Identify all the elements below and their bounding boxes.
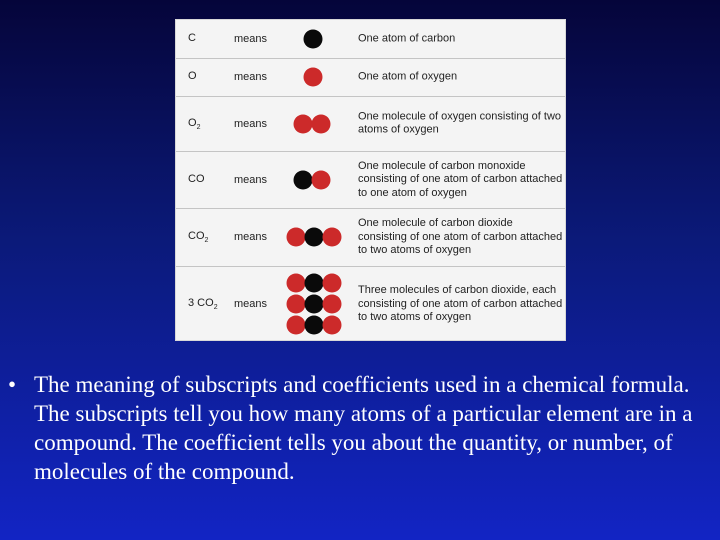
formula-label: $CO_2$ bbox=[188, 229, 209, 245]
formula-label: C bbox=[188, 31, 196, 44]
formula-label: 3 $CO_2$ bbox=[188, 296, 218, 312]
carbon-atom bbox=[304, 30, 323, 49]
row-description: One atom of carbon bbox=[358, 32, 456, 45]
carbon-atom bbox=[305, 316, 324, 335]
bullet-text: The meaning of subscripts and coefficients used in a chemical formula. The subscripts tell you how many atoms of a particular element are in a compound. The coefficient tells you about the quantity, or number, of molecules of the compound. bbox=[34, 372, 693, 484]
row-description: Three molecules of carbon dioxide, each consisting of one atom of carbon attached to two atoms of oxygen bbox=[358, 283, 563, 323]
figure-row-o bbox=[176, 58, 565, 97]
oxygen-atom bbox=[294, 114, 313, 133]
bullet-marker: • bbox=[8, 372, 17, 397]
oxygen-atom bbox=[323, 228, 342, 247]
means-label: means bbox=[234, 117, 268, 130]
formula-figure bbox=[175, 19, 566, 341]
formula-label: O bbox=[188, 69, 197, 82]
oxygen-atom bbox=[312, 170, 331, 189]
means-label: means bbox=[234, 231, 268, 243]
three-carbon-dioxide-diagram bbox=[282, 272, 354, 336]
oxygen-atom bbox=[304, 68, 323, 87]
oxygen-atom bbox=[287, 274, 306, 293]
carbon-atom bbox=[305, 274, 324, 293]
oxygen-atom bbox=[312, 114, 331, 133]
oxygen-atom-diagram bbox=[282, 66, 354, 88]
carbon-atom bbox=[305, 228, 324, 247]
oxygen-atom bbox=[323, 274, 342, 293]
means-label: means bbox=[234, 71, 268, 83]
row-description: One molecule of carbon monoxide consisting of one atom of carbon attached to one atom of oxygen bbox=[358, 159, 563, 199]
oxygen-atom bbox=[287, 295, 306, 314]
figure-row-3co2 bbox=[176, 266, 565, 342]
row-description: One atom of oxygen bbox=[358, 70, 458, 83]
means-label: means bbox=[234, 173, 268, 186]
figure-row-co2 bbox=[176, 208, 565, 267]
oxygen-atom bbox=[323, 316, 342, 335]
row-description: One molecule of oxygen consisting of two atoms of oxygen bbox=[358, 110, 562, 136]
carbon-atom-diagram bbox=[282, 28, 354, 50]
oxygen-atom bbox=[323, 295, 342, 314]
row-description: One molecule of carbon dioxide consisting of one atom of carbon attached to two atoms of oxygen bbox=[358, 216, 563, 256]
figure-row-co bbox=[176, 151, 565, 209]
formula-label: $O_2$ bbox=[188, 116, 201, 131]
oxygen-atom bbox=[287, 228, 306, 247]
means-label: means bbox=[234, 298, 268, 310]
figure-row-c bbox=[176, 20, 565, 59]
carbon-atom bbox=[305, 295, 324, 314]
figure-row-o2 bbox=[176, 96, 565, 152]
oxygen-molecule-diagram bbox=[282, 113, 354, 135]
formula-label: CO bbox=[188, 172, 205, 185]
carbon-monoxide-diagram bbox=[282, 169, 354, 191]
means-label: means bbox=[234, 33, 268, 45]
carbon-atom bbox=[294, 170, 313, 189]
oxygen-atom bbox=[287, 316, 306, 335]
carbon-dioxide-diagram bbox=[282, 226, 354, 248]
